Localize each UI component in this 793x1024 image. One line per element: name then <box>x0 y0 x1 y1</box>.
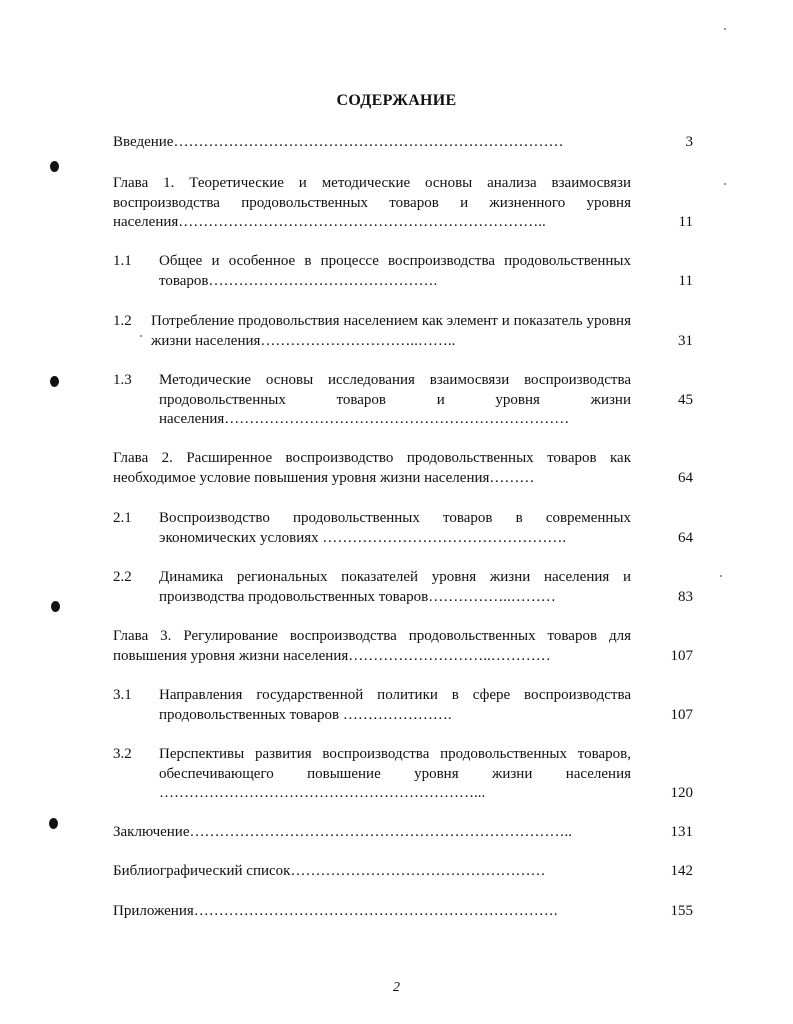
punch-hole-mark <box>51 601 60 612</box>
toc-entry-section-1-1[interactable] <box>113 252 693 291</box>
toc-entry-section-1-3[interactable] <box>113 371 693 430</box>
toc-entry-section-1-2[interactable] <box>113 312 693 351</box>
toc-entry-page: 107 <box>670 647 693 664</box>
toc-entry-number: 3.1 <box>113 687 132 703</box>
toc-entry-text: Методические основы исследования взаимосвязи воспроизводства продовольственных товаров и уровня жизни населения…………………………………………………………… <box>159 372 631 427</box>
toc-entry-text: Перспективы развития воспроизводства продовольственных товаров, обеспечивающего повышение уровня жизни населения ………………………………………………………... <box>159 746 631 801</box>
toc-entry-page: 83 <box>678 588 693 605</box>
page-number: 2 <box>393 980 400 995</box>
scan-speck <box>724 28 726 30</box>
toc-entry-number: 1.1 <box>113 253 132 269</box>
toc-entry-text: Приложения………………………………………………………………. <box>113 903 558 919</box>
toc-entry-chapter-2[interactable] <box>113 449 693 488</box>
toc-entry-section-3-1[interactable] <box>113 686 693 725</box>
toc-entry-appendices[interactable] <box>113 902 693 922</box>
toc-entry-chapter-3[interactable] <box>113 627 693 666</box>
toc-entry-number: 3.2 <box>113 746 132 762</box>
page-title: СОДЕРЖАНИЕ <box>336 92 457 109</box>
toc-entry-text: Направления государственной политики в сфере воспроизводства продовольственных товаров …………………. <box>159 687 631 723</box>
toc-entry-text: Воспроизводство продовольственных товаров в современных экономических условиях …………………………………………. <box>159 510 631 546</box>
toc-entry-page: 64 <box>678 469 693 486</box>
toc-entry-number: 2.2 <box>113 569 132 585</box>
toc-entry-conclusion[interactable] <box>113 823 693 843</box>
toc-entry-text: Динамика региональных показателей уровня жизни населения и производства продовольственных товаров……………..……… <box>159 569 631 605</box>
scan-speck <box>720 575 722 577</box>
scan-speck <box>724 183 726 185</box>
toc-entry-text: Общее и особенное в процессе воспроизводства продовольственных товаров………………………………………. <box>159 253 631 289</box>
toc-entry-page: 64 <box>678 529 693 546</box>
toc-entry-text: Введение…………………………………………………………………… <box>113 134 564 150</box>
toc-entry-section-3-2[interactable] <box>113 745 693 804</box>
toc-entry-text: Глава 3. Регулирование воспроизводства продовольственных товаров для повышения уровня жизни населения………………………..………… <box>113 628 631 664</box>
toc-entry-page: 142 <box>670 863 693 879</box>
toc-entry-chapter-1[interactable] <box>113 174 693 233</box>
punch-hole-mark <box>50 376 59 387</box>
toc-entry-introduction[interactable] <box>113 133 693 153</box>
toc-entry-page: 131 <box>670 824 693 840</box>
toc-entry-page: 45 <box>678 391 693 408</box>
toc-entry-text: Глава 1. Теоретические и методические основы анализа взаимосвязи воспроизводства продовольственных товаров и жизненного уровня населения……………………………………………………………….. <box>113 175 631 230</box>
toc-entry-page: 155 <box>670 903 693 919</box>
scan-speck <box>140 335 142 337</box>
toc-entry-text: Заключение………………………………………………………………….. <box>113 824 572 840</box>
toc-entry-text: Глава 2. Расширенное воспроизводство продовольственных товаров как необходимое условие повышения уровня жизни населения……… <box>113 450 631 486</box>
punch-hole-mark <box>50 161 59 172</box>
toc-entry-text: Потребление продовольствия населением как элемент и показатель уровня жизни населения…………………………..…….. <box>151 313 631 349</box>
toc-entry-number: 1.2 <box>113 313 132 329</box>
toc-entry-number: 1.3 <box>113 372 132 388</box>
toc-entry-page: 11 <box>678 272 693 289</box>
toc-entry-section-2-1[interactable] <box>113 509 693 548</box>
toc-entry-number: 2.1 <box>113 510 132 526</box>
toc-entry-text: Библиографический список…………………………………………… <box>113 863 546 879</box>
toc-entry-page: 120 <box>670 785 693 801</box>
toc-entry-bibliography[interactable] <box>113 862 693 882</box>
toc-entry-page: 31 <box>678 332 693 349</box>
toc-entry-page: 3 <box>685 134 693 150</box>
toc-entry-page: 11 <box>678 214 693 230</box>
toc-entry-section-2-2[interactable] <box>113 568 693 607</box>
punch-hole-mark <box>49 818 58 829</box>
toc-entry-page: 107 <box>670 706 693 723</box>
